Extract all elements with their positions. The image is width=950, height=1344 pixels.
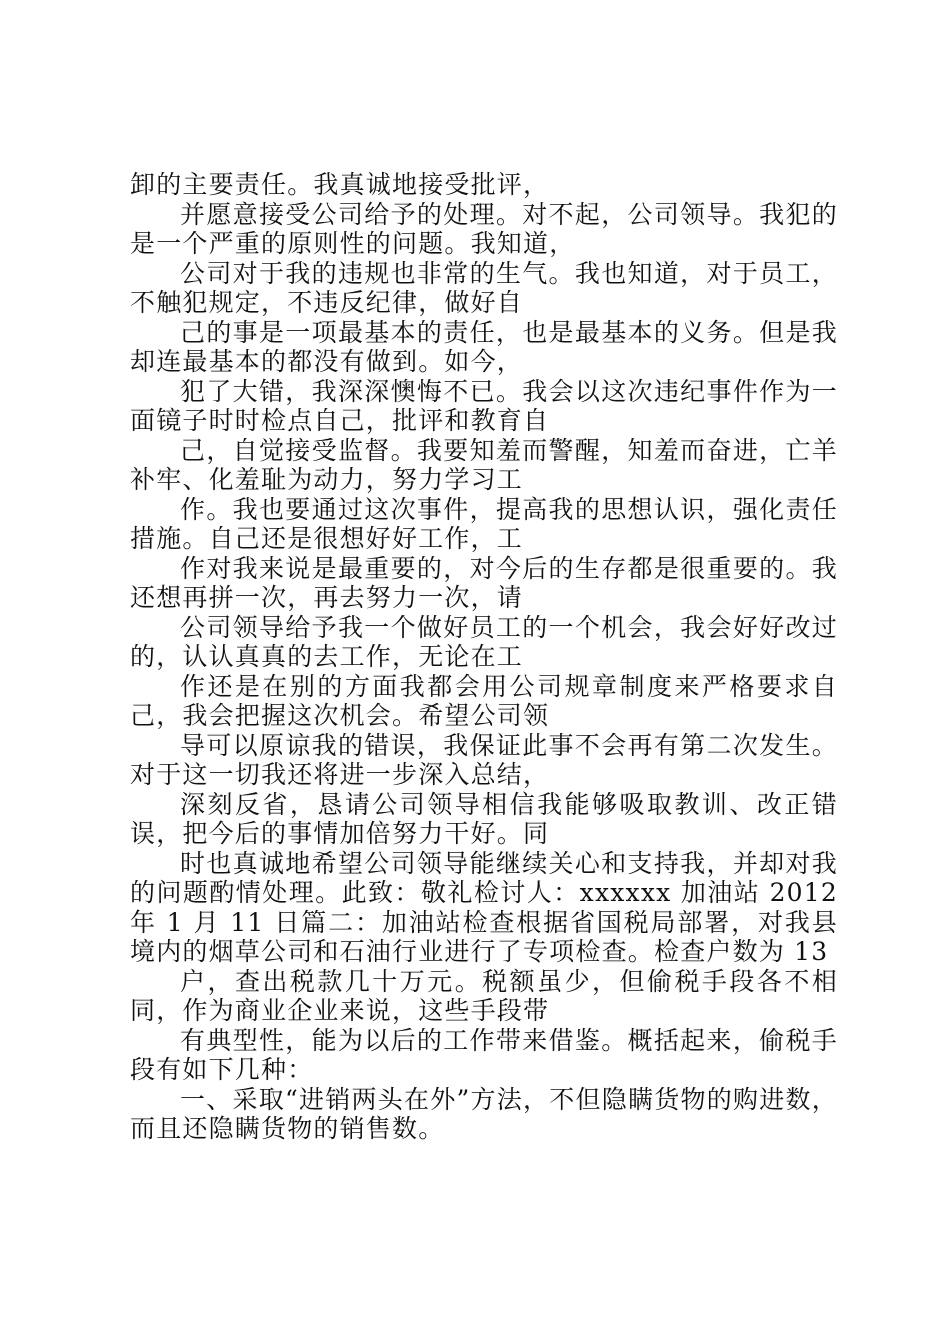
paragraph-15: 有典型性，能为以后的工作带来借鉴。概括起来，偷税手段有如下几种： xyxy=(130,1025,838,1084)
document-body xyxy=(130,170,838,1144)
paragraph-13: 时也真诚地希望公司领导能继续关心和支持我，并却对我的问题酌情处理。此致：敬礼检讨人：xxxxxx 加油站 2012 年 1 月 11 日篇二：加油站检查根据省国税局部署，对我县境内的烟草公司和石油行业进行了专项检查。检查户数为 13 xyxy=(130,848,838,966)
paragraph-10: 作还是在别的方面我都会用公司规章制度来严格要求自己，我会把握这次机会。希望公司领 xyxy=(130,671,838,730)
paragraph-16: 一、采取“进销两头在外”方法，不但隐瞒货物的购进数，而且还隐瞒货物的销售数。 xyxy=(130,1084,838,1143)
paragraph-11: 导可以原谅我的错误，我保证此事不会再有第二次发生。对于这一切我还将进一步深入总结， xyxy=(130,730,838,789)
paragraph-9: 公司领导给予我一个做好员工的一个机会，我会好好改过的，认认真真的去工作，无论在工 xyxy=(130,612,838,671)
paragraph-5: 犯了大错，我深深懊悔不已。我会以这次违纪事件作为一面镜子时时检点自己，批评和教育自 xyxy=(130,376,838,435)
paragraph-3: 公司对于我的违规也非常的生气。我也知道，对于员工，不触犯规定，不违反纪律，做好自 xyxy=(130,258,838,317)
paragraph-1: 卸的主要责任。我真诚地接受批评， xyxy=(130,170,550,199)
paragraph-6: 己，自觉接受监督。我要知羞而警醒，知羞而奋进，亡羊补牢、化羞耻为动力，努力学习工 xyxy=(130,435,838,494)
paragraph-8: 作对我来说是最重要的，对今后的生存都是很重要的。我还想再拼一次，再去努力一次，请 xyxy=(130,553,838,612)
paragraph-7: 作。我也要通过这次事件，提高我的思想认识，强化责任措施。自己还是很想好好工作，工 xyxy=(130,494,838,553)
paragraph-12: 深刻反省，恳请公司领导相信我能够吸取教训、改正错误，把今后的事情加倍努力干好。同 xyxy=(130,789,838,848)
paragraph-2: 并愿意接受公司给予的处理。对不起，公司领导。我犯的是一个严重的原则性的问题。我知道， xyxy=(130,199,838,258)
paragraph-14: 户，查出税款几十万元。税额虽少，但偷税手段各不相同，作为商业企业来说，这些手段带 xyxy=(130,966,838,1025)
paragraph-4: 己的事是一项最基本的责任，也是最基本的义务。但是我却连最基本的都没有做到。如今， xyxy=(130,317,838,376)
